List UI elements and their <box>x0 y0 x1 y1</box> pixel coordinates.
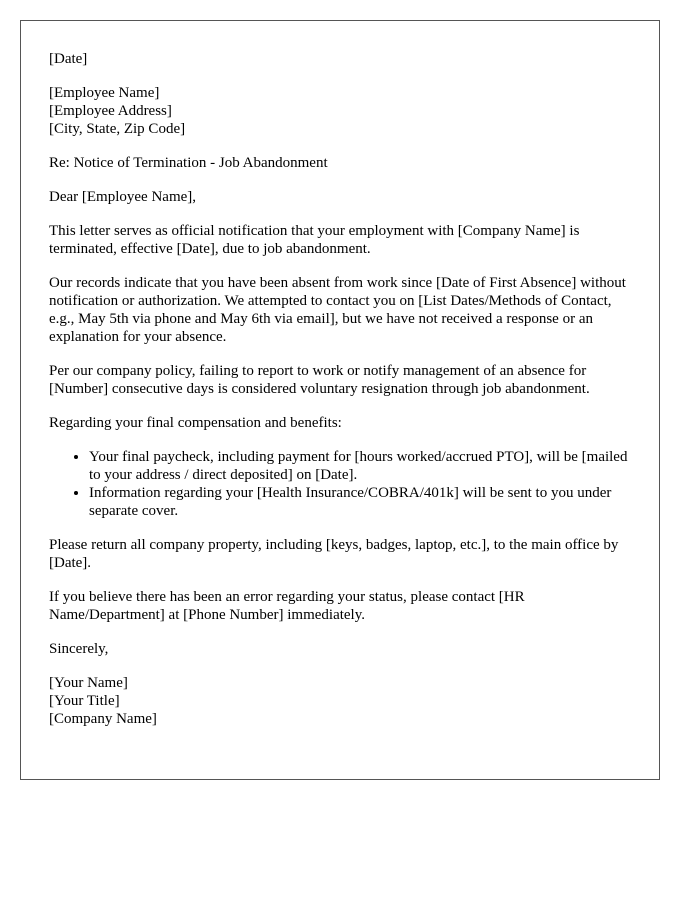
paragraph-termination-notice: This letter serves as official notification that your employment with [Company Name] is terminated, effective [Date], due to job abandonment. <box>49 223 580 257</box>
compensation-list <box>49 448 631 520</box>
letter-sign-off: Sincerely, <box>49 641 109 657</box>
paragraph-compensation-intro: Regarding your final compensation and benefits: <box>49 415 342 431</box>
paragraph-return-property: Please return all company property, including [keys, badges, laptop, etc.], to the main office by [Date]. <box>49 537 619 571</box>
recipient-city-state-zip: [City, State, Zip Code] <box>49 121 186 137</box>
paragraph-absence-record: Our records indicate that you have been absent from work since [Date of First Absence] without notification or authorization. We attempted to contact you on [List Dates/Methods of Contact, e.g., May 5th via phone and May 6th via email], but we have not received a response or an explanation for your absence. <box>49 275 626 345</box>
signature-company: [Company Name] <box>49 711 157 727</box>
recipient-address-block <box>49 84 631 138</box>
list-item-benefits-info: • Information regarding your [Health Insurance/COBRA/401k] will be sent to you under separate cover. <box>89 484 631 520</box>
letter-date: [Date] <box>49 51 88 67</box>
recipient-name: [Employee Name] <box>49 85 160 101</box>
paragraph-company-policy: Per our company policy, failing to report to work or notify management of an absence for [Number] consecutive days is considered voluntary resignation through job abandonment. <box>49 363 590 397</box>
list-item-final-paycheck: • Your final paycheck, including payment for [hours worked/accrued PTO], will be [mailed to your address / direct deposited] on [Date]. <box>89 448 631 484</box>
letter-salutation: Dear [Employee Name], <box>49 189 197 205</box>
signature-name: [Your Name] <box>49 675 128 691</box>
paragraph-error-contact: If you believe there has been an error regarding your status, please contact [HR Name/Department] at [Phone Number] immediately. <box>49 589 525 623</box>
recipient-address: [Employee Address] <box>49 103 172 119</box>
letter-subject: Re: Notice of Termination - Job Abandonment <box>49 155 328 171</box>
signature-title: [Your Title] <box>49 693 120 709</box>
signature-block <box>49 674 631 728</box>
letter-page <box>20 20 660 780</box>
